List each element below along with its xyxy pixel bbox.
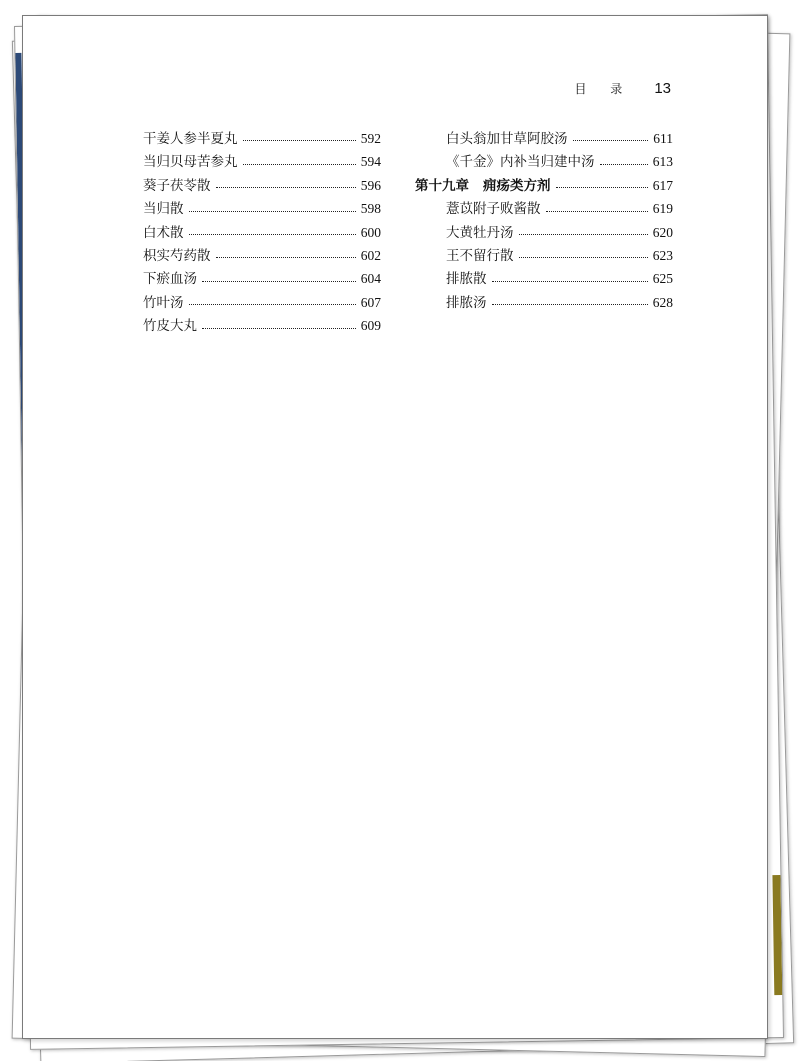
toc-entry[interactable] (143, 221, 381, 244)
toc-entry-page: 598 (360, 201, 381, 217)
dot-leader (546, 211, 648, 212)
toc-entry-title: 白术散 (143, 224, 184, 241)
toc-entry-page: 619 (652, 201, 673, 217)
toc-entry[interactable] (143, 150, 381, 173)
toc-entry-page: 600 (360, 224, 381, 240)
toc-entry-page: 602 (360, 247, 381, 263)
toc-entry-title: 《千金》内补当归建中汤 (446, 154, 595, 171)
toc-entry-page: 604 (360, 271, 381, 287)
dot-leader (573, 140, 649, 141)
document-page (22, 15, 768, 1039)
toc-entry-title: 白头翁加甘草阿胶汤 (446, 131, 568, 147)
toc-entry-title: 排脓散 (446, 271, 487, 288)
toc-entry-title: 枳实芍药散 (143, 247, 211, 264)
dot-leader (243, 140, 356, 141)
section-title: 目 录 (574, 82, 633, 96)
page-number: 13 (654, 80, 671, 97)
cover-edge-olive (772, 875, 782, 995)
chapter-title: 痈疡类方剂 (483, 177, 551, 194)
dot-leader (519, 257, 648, 258)
dot-leader (216, 257, 356, 258)
toc-entry-page: 611 (653, 131, 673, 146)
toc-entry-title: 下瘀血汤 (143, 271, 197, 288)
toc-entry-title: 竹叶汤 (143, 294, 184, 311)
toc-entry-page: 609 (360, 318, 381, 334)
dot-leader (556, 187, 648, 188)
toc-entry-title: 薏苡附子败酱散 (446, 201, 541, 218)
toc-entry[interactable] (415, 150, 673, 173)
dot-leader (243, 164, 356, 165)
dot-leader (600, 164, 648, 165)
toc-chapter-heading[interactable] (415, 174, 673, 197)
toc-entry[interactable] (143, 291, 381, 314)
toc-entry[interactable] (415, 221, 673, 244)
toc-entry-page: 617 (652, 177, 673, 193)
dot-leader (189, 234, 356, 235)
toc-entry[interactable] (415, 291, 673, 314)
chapter-label: 第十九章 (415, 177, 469, 194)
dot-leader (519, 234, 648, 235)
toc-entry[interactable] (143, 244, 381, 267)
toc-entry-title: 大黄牡丹汤 (446, 224, 514, 241)
toc-entry-title: 当归贝母苦参丸 (143, 154, 238, 171)
chapter-heading (415, 174, 551, 194)
dot-leader (202, 281, 356, 282)
dot-leader (202, 328, 356, 329)
toc-entry-page: 594 (360, 154, 381, 170)
toc-entry[interactable] (415, 244, 673, 267)
toc-entry[interactable] (143, 267, 381, 290)
toc-entry-page: 613 (652, 154, 673, 170)
toc-entry-page: 620 (652, 224, 673, 240)
toc-entry[interactable] (415, 197, 673, 220)
toc-entry-title: 竹皮大丸 (143, 318, 197, 335)
toc-entry-title: 排脓汤 (446, 294, 487, 311)
toc-entry-page: 596 (360, 177, 381, 193)
toc-entry-page: 625 (652, 271, 673, 287)
toc-entry-page: 623 (652, 247, 673, 263)
toc-entry-title: 王不留行散 (446, 247, 514, 264)
toc-entry-title: 当归散 (143, 201, 184, 218)
toc-right-column (415, 127, 673, 314)
toc-entry[interactable] (143, 197, 381, 220)
dot-leader (189, 304, 356, 305)
toc-entry-title: 葵子茯苓散 (143, 177, 211, 194)
toc-left-column (143, 127, 381, 338)
dot-leader (216, 187, 356, 188)
toc-entry-page: 628 (652, 294, 673, 310)
toc-entry[interactable] (415, 267, 673, 290)
running-header (574, 80, 671, 97)
toc-entry-page: 592 (360, 131, 381, 146)
dot-leader (492, 304, 648, 305)
toc-entry[interactable] (143, 174, 381, 197)
dot-leader (492, 281, 648, 282)
toc-entry[interactable] (143, 127, 381, 150)
toc-entry[interactable] (143, 314, 381, 337)
toc-entry[interactable] (415, 127, 673, 150)
toc-entry-title: 干姜人参半夏丸 (143, 131, 238, 147)
toc-entry-page: 607 (360, 294, 381, 310)
dot-leader (189, 211, 356, 212)
